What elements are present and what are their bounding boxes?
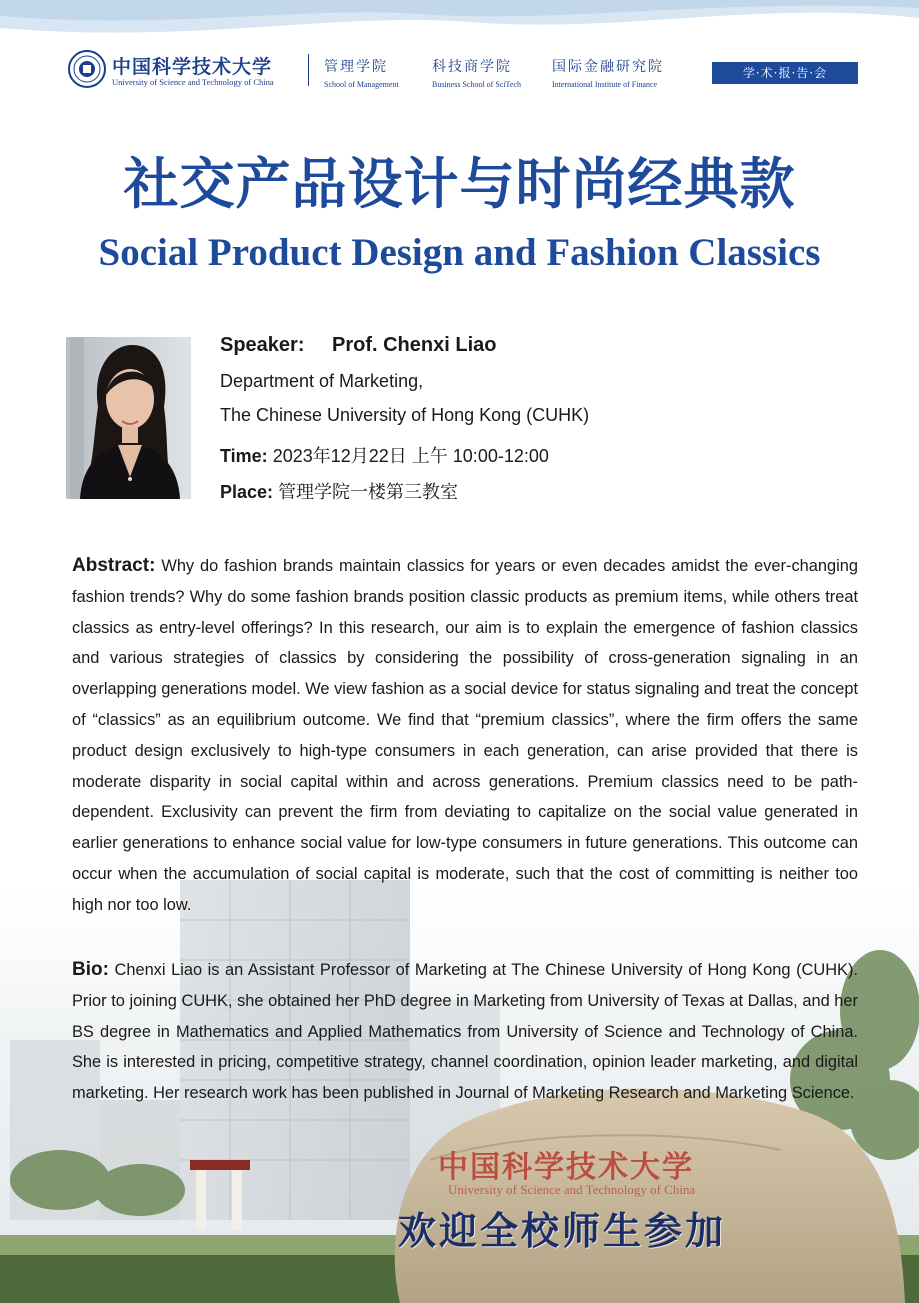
title-english: Social Product Design and Fashion Classics bbox=[98, 231, 821, 274]
university-name-cn: 中国科学技术大学 bbox=[112, 56, 273, 78]
abstract-label: Abstract: bbox=[72, 555, 156, 576]
university-name-en: University of Science and Technology of China bbox=[112, 77, 274, 87]
school-of-management bbox=[324, 56, 399, 89]
business-school-of-scitech bbox=[432, 56, 521, 89]
speaker-department: Department of Marketing, bbox=[220, 371, 424, 391]
international-institute-of-finance bbox=[552, 56, 664, 89]
abstract-paragraph bbox=[72, 551, 858, 921]
place-label: Place: bbox=[220, 482, 274, 502]
bio-paragraph bbox=[72, 955, 858, 1109]
bio-label: Bio: bbox=[72, 959, 109, 980]
speaker-name: Prof. Chenxi Liao bbox=[332, 334, 497, 356]
school-name-cn: 管理学院 bbox=[324, 59, 388, 75]
speaker-photo bbox=[66, 337, 191, 499]
stone-inscription-cn: 中国科学技术大学 bbox=[438, 1150, 694, 1185]
school-name-cn: 国际金融研究院 bbox=[552, 59, 664, 75]
bio-text: Chenxi Liao is an Assistant Professor of Marketing at The Chinese University of Hong Kong (CUHK). Prior to joining CUHK, she obtained her PhD degree in Marketing from University of Texas at Dallas, and her BS degree in Mathematics and Applied Mathematics from University of Science and Technology of China. She is interested in pricing, competitive strategy, channel coordination, opinion leader marketing, and digital marketing. Her research work has been published in Journal of Marketing Research and Marketing Science. bbox=[72, 961, 858, 1103]
university-seal-icon bbox=[68, 50, 106, 88]
title-chinese: 社交产品设计与时尚经典款 bbox=[123, 151, 796, 216]
stone-inscription-en: University of Science and Technology of China bbox=[448, 1182, 696, 1197]
speaker-row bbox=[220, 334, 497, 357]
school-name-cn: 科技商学院 bbox=[432, 59, 512, 75]
welcome-message: 欢迎全校师生参加 bbox=[398, 1208, 727, 1253]
school-name-en: School of Management bbox=[324, 80, 399, 89]
speaker-affiliation: The Chinese University of Hong Kong (CUHK) bbox=[220, 405, 590, 425]
time-value: 2023年12月22日 上午 10:00-12:00 bbox=[272, 446, 549, 466]
school-name-en: Business School of SciTech bbox=[432, 80, 521, 89]
header-bar bbox=[68, 50, 858, 90]
abstract-text: Why do fashion brands maintain classics for years or even decades amidst the ever-changing fashion trends? Why do some fashion brands position classic products as premium items, while others treat classics as entry-level offerings? In this research, our aim is to explain the emergence of fashion classics and various strategies of classics by considering the possibility of cross-generation signaling in an overlapping generations model. We view fashion as a social device for status signaling and treat the concept of “classics” as an equilibrium outcome. We find that “premium classics”, where the firm offers the same product design exclusively to high-type consumers in each generation, can arise provided that there is moderate disparity in social capital within and across generations. Premium classics need to be path-dependent. Exclusivity can prevent the firm from deviating to capitalize on the social value generated in earlier generations to enhance social value for low-type consumers in future generations. This outcome can occur when the accumulation of social capital is moderate, such that the cost of committing is neither too high nor too low. bbox=[72, 557, 858, 914]
speaker-label: Speaker: bbox=[220, 334, 305, 356]
school-name-en: International Institute of Finance bbox=[552, 80, 658, 89]
time-label: Time: bbox=[220, 446, 268, 466]
header-divider bbox=[308, 54, 309, 86]
time-row bbox=[220, 442, 549, 468]
event-type-badge: 学·术·报·告·会 bbox=[712, 62, 858, 84]
place-row bbox=[220, 478, 458, 504]
place-value: 管理学院一楼第三教室 bbox=[278, 482, 459, 502]
